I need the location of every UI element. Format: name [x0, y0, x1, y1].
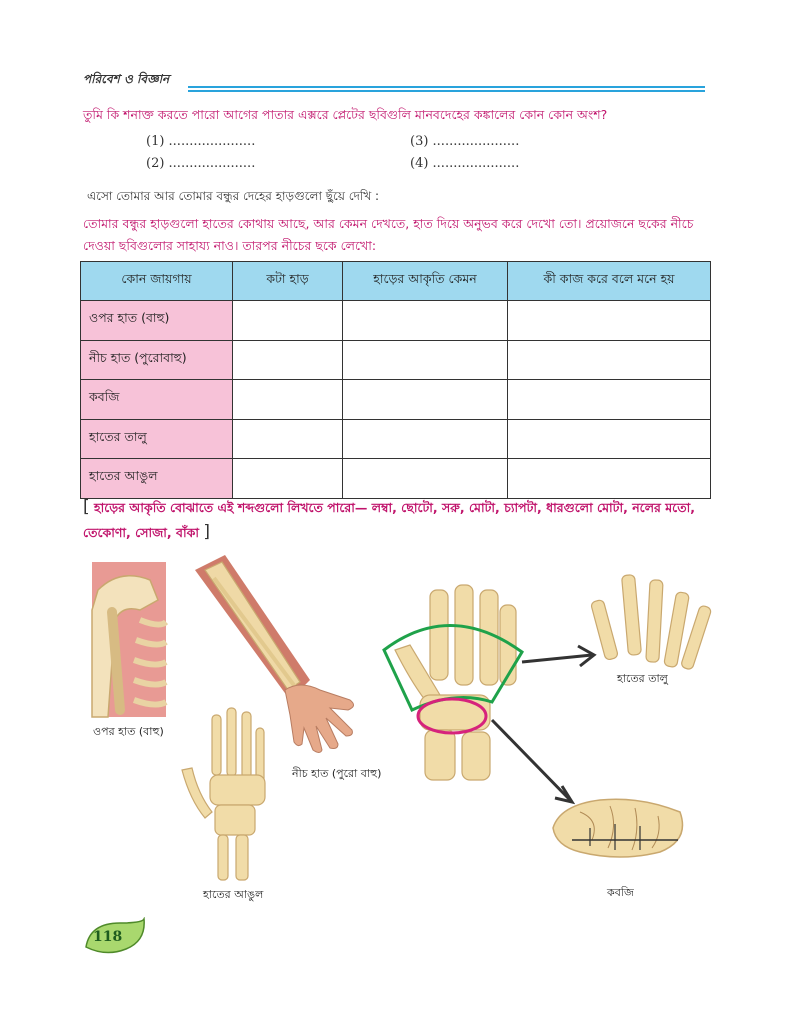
upper-arm-image	[92, 562, 166, 717]
column-header: কটা হাড়	[233, 262, 343, 301]
answer-cell[interactable]	[508, 301, 711, 341]
table-header-row	[81, 262, 711, 301]
wrist-bones-image	[553, 799, 683, 857]
answer-cell[interactable]	[233, 419, 343, 459]
answer-blank-2: (2) .....................	[146, 156, 256, 171]
answer-cell[interactable]	[343, 340, 508, 380]
answer-blank-1: (1) .....................	[146, 134, 256, 149]
answer-cell[interactable]	[508, 340, 711, 380]
column-header: হাড়ের আকৃতি কেমন	[343, 262, 508, 301]
caption-upper-arm: ওপর হাত (বাহু)	[93, 725, 164, 738]
row-header: হাতের আঙুল	[81, 459, 233, 499]
question-text: তুমি কি শনাক্ত করতে পারো আগের পাতার এক্সরে প্লেটের ছবিগুলি মানবদেহের কঙ্কালের কোন কোন অংশ?	[83, 107, 608, 122]
running-header: পরিবেশ ও বিজ্ঞান	[83, 72, 170, 86]
hint-open-bracket: [	[83, 497, 90, 517]
hint-close-bracket: ]	[203, 522, 210, 542]
column-header: কী কাজ করে বলে মনে হয়	[508, 262, 711, 301]
answer-cell[interactable]	[233, 380, 343, 420]
table-row	[81, 380, 711, 420]
page-number: 118	[93, 929, 123, 945]
shape-hint	[83, 495, 713, 545]
hand-skeleton-image	[182, 708, 265, 880]
wrist-closeup-image	[384, 585, 522, 780]
table-row	[81, 419, 711, 459]
header-rule	[188, 86, 705, 92]
activity-instructions: তোমার বন্ধুর হাড়গুলো হাতের কোথায় আছে, আর কেমন দেখতে, হাত দিয়ে অনুভব করে দেখো তো। প্রয়োজনে ছকের নীচে দেওয়া ছবিগুলোর সাহায্য নাও। তারপর নীচের ছকে লেখো:	[83, 216, 694, 253]
caption-fingers: হাতের আঙুল	[203, 888, 264, 901]
answer-cell[interactable]	[508, 459, 711, 499]
arrow-to-wrist	[492, 720, 572, 802]
answer-cell[interactable]	[233, 340, 343, 380]
row-header: কবজি	[81, 380, 233, 420]
column-header: কোন জায়গায়	[81, 262, 233, 301]
answer-cell[interactable]	[508, 419, 711, 459]
table-row	[81, 340, 711, 380]
caption-palm: হাতের তালু	[617, 672, 668, 685]
row-header: হাতের তালু	[81, 419, 233, 459]
bone-table	[80, 261, 711, 499]
caption-forearm: নীচ হাত (পুরো বাহু)	[292, 767, 382, 780]
answer-blank-4: (4) .....................	[410, 156, 520, 171]
answer-blank-3: (3) .....................	[410, 134, 520, 149]
activity-intro: এসো তোমার আর তোমার বন্ধুর দেহের হাড়গুলো ছুঁয়ে দেখি :	[87, 189, 380, 203]
arrow-to-palm	[522, 646, 594, 666]
answer-cell[interactable]	[343, 419, 508, 459]
answer-cell[interactable]	[508, 380, 711, 420]
answer-cell[interactable]	[233, 301, 343, 341]
caption-wrist: কবজি	[607, 886, 634, 899]
answer-cell[interactable]	[343, 459, 508, 499]
answer-cell[interactable]	[233, 459, 343, 499]
row-header: ওপর হাত (বাহু)	[81, 301, 233, 341]
palm-bones-image	[590, 575, 711, 671]
answer-cell[interactable]	[343, 301, 508, 341]
row-header: নীচ হাত (পুরোবাহু)	[81, 340, 233, 380]
table-row	[81, 301, 711, 341]
answer-cell[interactable]	[343, 380, 508, 420]
table-row	[81, 459, 711, 499]
hint-text: হাড়ের আকৃতি বোঝাতে এই শব্দগুলো লিখতে পারো— লম্বা, ছোটো, সরু, মোটা, চ্যাপটা, ধারগুলো মোটা, নলের মতো, তেকোণা, সোজা, বাঁকা	[83, 500, 695, 540]
